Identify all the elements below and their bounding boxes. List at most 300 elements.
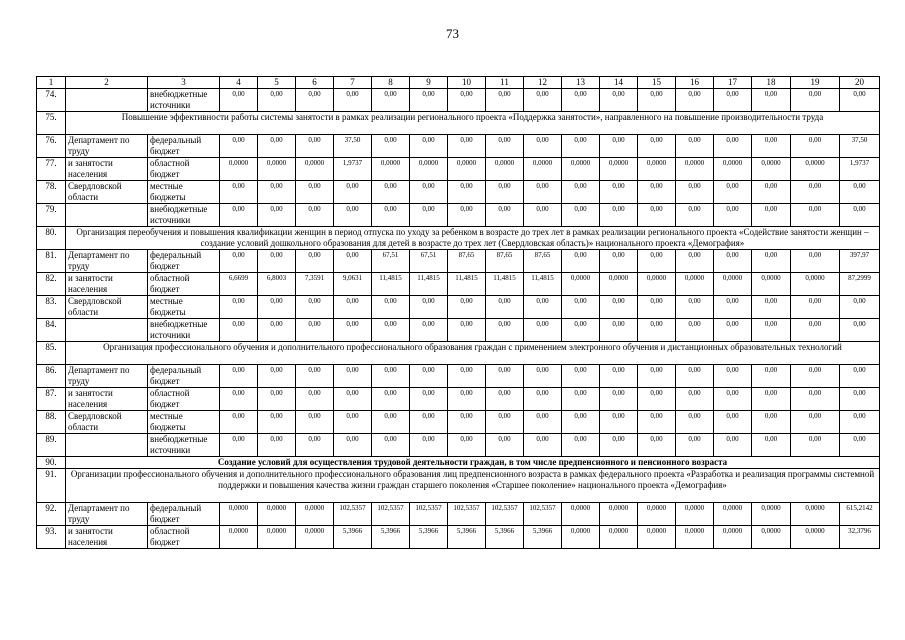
value-cell: 0,00 xyxy=(486,388,524,411)
value-cell: 0,00 xyxy=(840,204,880,227)
column-header: 1 xyxy=(37,77,66,89)
value-cell: 0,00 xyxy=(638,89,676,112)
value-cell: 0,00 xyxy=(600,135,638,158)
value-cell: 6,6699 xyxy=(220,273,258,296)
value-cell: 0,00 xyxy=(638,296,676,319)
value-cell: 0,00 xyxy=(676,388,714,411)
value-cell: 0,00 xyxy=(524,296,562,319)
value-cell: 0,00 xyxy=(562,204,600,227)
value-cell: 0,00 xyxy=(791,135,840,158)
value-cell: 0,00 xyxy=(638,319,676,342)
value-cell: 5,3966 xyxy=(448,526,486,549)
value-cell: 0,00 xyxy=(220,135,258,158)
row-number: 79. xyxy=(37,204,66,227)
table-row xyxy=(37,204,880,227)
value-cell: 0,00 xyxy=(752,296,791,319)
value-cell: 0,00 xyxy=(296,388,334,411)
funding-source-cell: федеральный бюджет xyxy=(148,503,220,526)
value-cell: 0,00 xyxy=(448,434,486,457)
value-cell: 0,00 xyxy=(448,204,486,227)
value-cell: 102,5357 xyxy=(372,503,410,526)
table-row xyxy=(37,89,880,112)
row-number: 84. xyxy=(37,319,66,342)
column-header: 11 xyxy=(486,77,524,89)
value-cell: 0,0000 xyxy=(600,158,638,181)
value-cell: 0,0000 xyxy=(296,503,334,526)
value-cell: 0,00 xyxy=(486,135,524,158)
value-cell: 0,0000 xyxy=(638,526,676,549)
value-cell: 5,3966 xyxy=(486,526,524,549)
value-cell: 0,00 xyxy=(791,319,840,342)
table-row xyxy=(37,319,880,342)
value-cell: 0,00 xyxy=(296,135,334,158)
row-number: 82. xyxy=(37,273,66,296)
value-cell: 0,00 xyxy=(676,434,714,457)
value-cell: 0,00 xyxy=(676,250,714,273)
section-title: Создание условий для осуществления трудовой деятельности граждан, в том числе предпенсионного и пенсионного возраста xyxy=(66,457,880,469)
column-header: 8 xyxy=(372,77,410,89)
value-cell: 6,8003 xyxy=(258,273,296,296)
value-cell: 0,00 xyxy=(562,89,600,112)
value-cell: 0,00 xyxy=(410,181,448,204)
value-cell: 397,97 xyxy=(840,250,880,273)
value-cell: 0,00 xyxy=(638,250,676,273)
value-cell: 0,00 xyxy=(840,365,880,388)
funding-source-cell: областной бюджет xyxy=(148,158,220,181)
agency-cell: Свердловской области xyxy=(66,181,148,204)
funding-source-cell: внебюджетные источники xyxy=(148,204,220,227)
value-cell: 0,0000 xyxy=(220,526,258,549)
value-cell: 0,0000 xyxy=(714,158,752,181)
section-title: Организация профессионального обучения и дополнительного профессионального образования граждан с применением электронного обучения и дистанционных образовательных технологий xyxy=(66,342,880,365)
value-cell: 0,00 xyxy=(334,89,372,112)
value-cell: 0,00 xyxy=(486,411,524,434)
value-cell: 0,00 xyxy=(410,296,448,319)
value-cell: 0,00 xyxy=(524,434,562,457)
agency-cell xyxy=(66,319,148,342)
value-cell: 0,00 xyxy=(220,181,258,204)
value-cell: 0,00 xyxy=(600,411,638,434)
value-cell: 0,00 xyxy=(752,250,791,273)
agency-cell: Департамент по труду xyxy=(66,365,148,388)
column-header: 18 xyxy=(752,77,791,89)
table-row xyxy=(37,388,880,411)
value-cell: 0,00 xyxy=(220,411,258,434)
value-cell: 0,00 xyxy=(372,181,410,204)
value-cell: 0,00 xyxy=(562,250,600,273)
value-cell: 0,0000 xyxy=(752,273,791,296)
column-header: 3 xyxy=(148,77,220,89)
value-cell: 0,00 xyxy=(676,204,714,227)
table-row xyxy=(37,503,880,526)
value-cell: 0,00 xyxy=(258,89,296,112)
value-cell: 0,00 xyxy=(562,365,600,388)
column-header: 2 xyxy=(66,77,148,89)
section-title: Организации профессионального обучения и дополнительного профессионального образования лиц предпенсионного возраста в рамках федерального проекта «Разработка и реализация программы системной поддержки и повышения качества жизни граждан старшего поколения «Старшее поколение» национального проекта «Демография» xyxy=(66,469,880,503)
value-cell: 7,3591 xyxy=(296,273,334,296)
row-number: 77. xyxy=(37,158,66,181)
column-header: 6 xyxy=(296,77,334,89)
row-number: 88. xyxy=(37,411,66,434)
value-cell: 0,00 xyxy=(638,434,676,457)
value-cell: 0,00 xyxy=(220,434,258,457)
column-header: 16 xyxy=(676,77,714,89)
value-cell: 67,51 xyxy=(372,250,410,273)
value-cell: 0,00 xyxy=(752,411,791,434)
value-cell: 102,5357 xyxy=(524,503,562,526)
value-cell: 0,00 xyxy=(334,181,372,204)
value-cell: 5,3966 xyxy=(334,526,372,549)
value-cell: 0,00 xyxy=(600,365,638,388)
funding-source-cell: федеральный бюджет xyxy=(148,135,220,158)
value-cell: 0,00 xyxy=(448,319,486,342)
value-cell: 0,00 xyxy=(258,434,296,457)
value-cell: 0,00 xyxy=(486,365,524,388)
value-cell: 0,0000 xyxy=(676,526,714,549)
value-cell: 0,00 xyxy=(524,135,562,158)
value-cell: 0,0000 xyxy=(638,503,676,526)
value-cell: 0,00 xyxy=(840,296,880,319)
value-cell: 0,00 xyxy=(258,388,296,411)
value-cell: 0,00 xyxy=(840,411,880,434)
value-cell: 0,00 xyxy=(791,250,840,273)
value-cell: 0,00 xyxy=(220,89,258,112)
value-cell: 0,0000 xyxy=(791,273,840,296)
value-cell: 0,0000 xyxy=(752,158,791,181)
column-header: 17 xyxy=(714,77,752,89)
table-row xyxy=(37,342,880,365)
value-cell: 0,00 xyxy=(296,296,334,319)
row-number: 74. xyxy=(37,89,66,112)
value-cell: 102,5357 xyxy=(334,503,372,526)
value-cell: 0,0000 xyxy=(676,273,714,296)
value-cell: 0,00 xyxy=(714,388,752,411)
value-cell: 0,00 xyxy=(448,89,486,112)
value-cell: 11,4815 xyxy=(410,273,448,296)
funding-source-cell: федеральный бюджет xyxy=(148,365,220,388)
value-cell: 0,0000 xyxy=(448,158,486,181)
value-cell: 0,0000 xyxy=(486,158,524,181)
value-cell: 0,00 xyxy=(448,181,486,204)
value-cell: 0,00 xyxy=(791,89,840,112)
value-cell: 0,0000 xyxy=(600,526,638,549)
value-cell: 0,00 xyxy=(258,135,296,158)
value-cell: 0,00 xyxy=(562,135,600,158)
value-cell: 0,00 xyxy=(752,434,791,457)
value-cell: 0,0000 xyxy=(676,503,714,526)
value-cell: 0,0000 xyxy=(296,158,334,181)
row-number: 76. xyxy=(37,135,66,158)
value-cell: 1,9737 xyxy=(334,158,372,181)
value-cell: 37,50 xyxy=(840,135,880,158)
value-cell: 0,00 xyxy=(410,204,448,227)
row-number: 81. xyxy=(37,250,66,273)
agency-cell xyxy=(66,434,148,457)
value-cell: 0,00 xyxy=(714,204,752,227)
value-cell: 0,00 xyxy=(258,181,296,204)
value-cell: 0,00 xyxy=(448,135,486,158)
funding-source-cell: внебюджетные источники xyxy=(148,89,220,112)
value-cell: 0,00 xyxy=(676,296,714,319)
value-cell: 0,00 xyxy=(372,89,410,112)
funding-source-cell: местные бюджеты xyxy=(148,181,220,204)
column-header: 19 xyxy=(791,77,840,89)
value-cell: 0,00 xyxy=(840,89,880,112)
funding-source-cell: местные бюджеты xyxy=(148,296,220,319)
value-cell: 0,00 xyxy=(562,388,600,411)
value-cell: 0,00 xyxy=(410,89,448,112)
value-cell: 0,00 xyxy=(791,181,840,204)
funding-source-cell: областной бюджет xyxy=(148,273,220,296)
value-cell: 0,0000 xyxy=(600,503,638,526)
value-cell: 0,00 xyxy=(334,296,372,319)
column-header: 14 xyxy=(600,77,638,89)
value-cell: 0,00 xyxy=(258,296,296,319)
value-cell: 0,00 xyxy=(676,319,714,342)
row-number: 78. xyxy=(37,181,66,204)
funding-source-cell: внебюджетные источники xyxy=(148,319,220,342)
agency-cell: Департамент по труду xyxy=(66,135,148,158)
value-cell: 0,00 xyxy=(334,250,372,273)
value-cell: 0,00 xyxy=(600,89,638,112)
column-header: 15 xyxy=(638,77,676,89)
agency-cell: Департамент по труду xyxy=(66,503,148,526)
value-cell: 0,00 xyxy=(714,89,752,112)
table-row xyxy=(37,158,880,181)
value-cell: 0,00 xyxy=(258,365,296,388)
funding-source-cell: внебюджетные источники xyxy=(148,434,220,457)
value-cell: 0,00 xyxy=(562,296,600,319)
value-cell: 0,00 xyxy=(600,319,638,342)
table-row xyxy=(37,112,880,135)
value-cell: 0,00 xyxy=(752,89,791,112)
value-cell: 0,0000 xyxy=(752,526,791,549)
value-cell: 0,00 xyxy=(220,204,258,227)
row-number: 92. xyxy=(37,503,66,526)
value-cell: 0,00 xyxy=(372,365,410,388)
value-cell: 0,00 xyxy=(486,296,524,319)
value-cell: 0,00 xyxy=(714,434,752,457)
value-cell: 0,00 xyxy=(334,388,372,411)
value-cell: 0,0000 xyxy=(714,503,752,526)
value-cell: 0,0000 xyxy=(791,158,840,181)
value-cell: 0,00 xyxy=(791,411,840,434)
value-cell: 0,00 xyxy=(372,296,410,319)
value-cell: 0,00 xyxy=(676,365,714,388)
value-cell: 0,00 xyxy=(220,388,258,411)
table-row xyxy=(37,181,880,204)
value-cell: 0,00 xyxy=(676,135,714,158)
value-cell: 11,4815 xyxy=(372,273,410,296)
value-cell: 0,00 xyxy=(258,319,296,342)
value-cell: 0,00 xyxy=(676,411,714,434)
value-cell: 0,0000 xyxy=(220,158,258,181)
agency-cell: и занятости населения xyxy=(66,526,148,549)
value-cell: 0,00 xyxy=(372,135,410,158)
value-cell: 0,00 xyxy=(486,181,524,204)
value-cell: 0,00 xyxy=(752,135,791,158)
value-cell: 0,0000 xyxy=(638,158,676,181)
funding-source-cell: областной бюджет xyxy=(148,388,220,411)
value-cell: 5,3966 xyxy=(524,526,562,549)
value-cell: 0,00 xyxy=(600,250,638,273)
value-cell: 0,00 xyxy=(296,434,334,457)
value-cell: 0,00 xyxy=(714,296,752,319)
value-cell: 0,00 xyxy=(714,365,752,388)
value-cell: 0,00 xyxy=(638,181,676,204)
value-cell: 102,5357 xyxy=(486,503,524,526)
value-cell: 0,00 xyxy=(752,388,791,411)
value-cell: 0,00 xyxy=(676,89,714,112)
value-cell: 0,00 xyxy=(486,319,524,342)
value-cell: 0,00 xyxy=(562,181,600,204)
value-cell: 0,00 xyxy=(524,204,562,227)
value-cell: 0,00 xyxy=(791,365,840,388)
value-cell: 0,00 xyxy=(752,365,791,388)
column-header: 13 xyxy=(562,77,600,89)
value-cell: 67,51 xyxy=(410,250,448,273)
value-cell: 0,00 xyxy=(410,135,448,158)
value-cell: 0,00 xyxy=(638,204,676,227)
value-cell: 0,00 xyxy=(791,434,840,457)
value-cell: 0,00 xyxy=(258,204,296,227)
agency-cell: Департамент по труду xyxy=(66,250,148,273)
value-cell: 0,00 xyxy=(372,434,410,457)
value-cell: 0,0000 xyxy=(524,158,562,181)
table-row xyxy=(37,250,880,273)
value-cell: 9,0631 xyxy=(334,273,372,296)
value-cell: 0,00 xyxy=(220,296,258,319)
value-cell: 0,00 xyxy=(334,411,372,434)
funding-source-cell: местные бюджеты xyxy=(148,411,220,434)
value-cell: 0,00 xyxy=(296,411,334,434)
column-header: 5 xyxy=(258,77,296,89)
table-row xyxy=(37,434,880,457)
row-number: 90. xyxy=(37,457,66,469)
value-cell: 11,4815 xyxy=(524,273,562,296)
row-number: 89. xyxy=(37,434,66,457)
agency-cell xyxy=(66,89,148,112)
table-row xyxy=(37,469,880,503)
value-cell: 87,65 xyxy=(524,250,562,273)
value-cell: 0,00 xyxy=(334,434,372,457)
value-cell: 0,00 xyxy=(840,388,880,411)
value-cell: 87,65 xyxy=(486,250,524,273)
value-cell: 0,0000 xyxy=(562,526,600,549)
value-cell: 0,00 xyxy=(714,181,752,204)
section-title: Повышение эффективности работы системы занятости в рамках реализации регионального проекта «Поддержка занятости», направленного на повышение производительности труда xyxy=(66,112,880,135)
value-cell: 0,0000 xyxy=(372,158,410,181)
value-cell: 0,00 xyxy=(524,365,562,388)
value-cell: 102,5357 xyxy=(448,503,486,526)
value-cell: 0,00 xyxy=(840,181,880,204)
value-cell: 0,00 xyxy=(600,204,638,227)
column-header: 4 xyxy=(220,77,258,89)
value-cell: 0,00 xyxy=(714,135,752,158)
value-cell: 0,00 xyxy=(524,181,562,204)
value-cell: 0,00 xyxy=(410,388,448,411)
budget-table xyxy=(36,76,880,549)
value-cell: 0,0000 xyxy=(258,158,296,181)
value-cell: 0,00 xyxy=(752,319,791,342)
value-cell: 0,00 xyxy=(448,365,486,388)
value-cell: 0,00 xyxy=(296,89,334,112)
value-cell: 0,0000 xyxy=(410,158,448,181)
header-row xyxy=(37,77,880,89)
value-cell: 0,00 xyxy=(714,319,752,342)
value-cell: 0,00 xyxy=(524,411,562,434)
page-number: 73 xyxy=(446,26,459,41)
value-cell: 0,0000 xyxy=(562,158,600,181)
row-number: 93. xyxy=(37,526,66,549)
agency-cell: Свердловской области xyxy=(66,296,148,319)
column-header: 9 xyxy=(410,77,448,89)
agency-cell xyxy=(66,204,148,227)
table-row xyxy=(37,296,880,319)
value-cell: 0,00 xyxy=(334,319,372,342)
value-cell: 0,00 xyxy=(410,365,448,388)
value-cell: 0,00 xyxy=(334,365,372,388)
row-number: 85. xyxy=(37,342,66,365)
value-cell: 87,2999 xyxy=(840,273,880,296)
value-cell: 0,00 xyxy=(524,388,562,411)
row-number: 91. xyxy=(37,469,66,503)
funding-source-cell: федеральный бюджет xyxy=(148,250,220,273)
value-cell: 0,00 xyxy=(448,296,486,319)
value-cell: 0,00 xyxy=(524,319,562,342)
value-cell: 0,00 xyxy=(448,388,486,411)
value-cell: 0,00 xyxy=(486,204,524,227)
value-cell: 0,00 xyxy=(410,411,448,434)
value-cell: 0,00 xyxy=(600,434,638,457)
value-cell: 0,0000 xyxy=(676,158,714,181)
value-cell: 0,00 xyxy=(296,204,334,227)
row-number: 83. xyxy=(37,296,66,319)
table-row xyxy=(37,273,880,296)
value-cell: 0,00 xyxy=(258,411,296,434)
agency-cell: и занятости населения xyxy=(66,273,148,296)
value-cell: 0,00 xyxy=(486,434,524,457)
value-cell: 11,4815 xyxy=(448,273,486,296)
value-cell: 0,00 xyxy=(638,411,676,434)
value-cell: 0,0000 xyxy=(562,503,600,526)
agency-cell: и занятости населения xyxy=(66,158,148,181)
value-cell: 0,00 xyxy=(752,204,791,227)
value-cell: 0,00 xyxy=(448,411,486,434)
value-cell: 0,00 xyxy=(638,135,676,158)
column-header: 12 xyxy=(524,77,562,89)
value-cell: 0,00 xyxy=(372,388,410,411)
value-cell: 615,2142 xyxy=(840,503,880,526)
table-row xyxy=(37,365,880,388)
value-cell: 0,00 xyxy=(220,365,258,388)
table-row xyxy=(37,135,880,158)
section-title: Организация переобучения и повышения квалификации женщин в период отпуска по уходу за ребенком в возрасте до трех лет в рамках реализации регионального проекта «Содействие занятости женщин – создание условий дошкольного образования для детей в возрасте до трех лет (Свердловская область)» национального проекта «Демография» xyxy=(66,227,880,250)
value-cell: 0,0000 xyxy=(258,526,296,549)
value-cell: 0,00 xyxy=(676,181,714,204)
agency-cell: Свердловской области xyxy=(66,411,148,434)
value-cell: 0,0000 xyxy=(220,503,258,526)
table-row xyxy=(37,457,880,469)
value-cell: 37,50 xyxy=(334,135,372,158)
value-cell: 0,00 xyxy=(791,204,840,227)
row-number: 80. xyxy=(37,227,66,250)
value-cell: 0,00 xyxy=(296,319,334,342)
value-cell: 0,00 xyxy=(220,250,258,273)
value-cell: 0,0000 xyxy=(714,273,752,296)
value-cell: 0,00 xyxy=(220,319,258,342)
value-cell: 0,00 xyxy=(840,319,880,342)
